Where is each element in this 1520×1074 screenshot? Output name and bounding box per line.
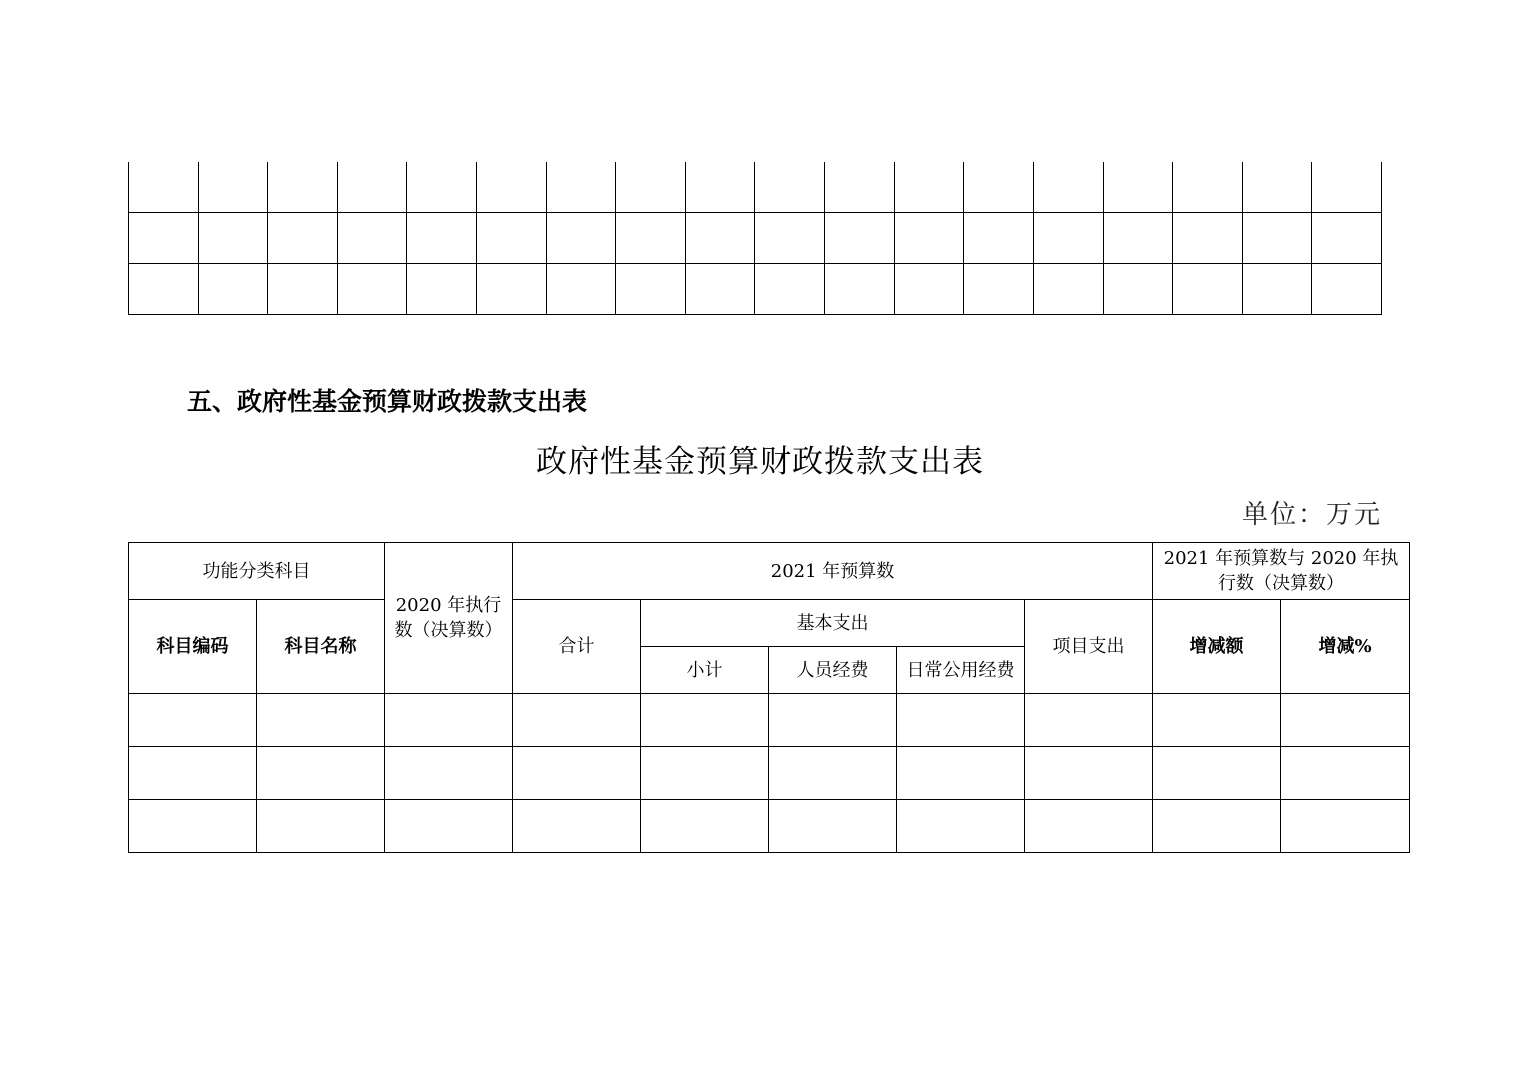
table-cell xyxy=(1025,747,1153,800)
header-execution-2020: 2020 年执行数（决算数） xyxy=(385,543,513,694)
header-basic-expenditure: 基本支出 xyxy=(641,600,1025,647)
table-cell xyxy=(546,162,616,213)
table-cell xyxy=(546,213,616,264)
table-cell xyxy=(897,747,1025,800)
section-heading: 五、政府性基金预算财政拨款支出表 xyxy=(187,387,588,416)
table-cell xyxy=(257,800,385,853)
table-cell xyxy=(1281,800,1410,853)
table-cell xyxy=(964,213,1034,264)
header-row-1 xyxy=(129,543,1410,600)
table-cell xyxy=(897,694,1025,747)
table-cell xyxy=(1242,213,1312,264)
table-cell xyxy=(407,213,477,264)
table-row xyxy=(129,694,1410,747)
table-cell xyxy=(198,264,268,315)
previous-table-continuation xyxy=(128,162,1382,315)
table-cell xyxy=(129,694,257,747)
table-cell xyxy=(1103,162,1173,213)
table-cell xyxy=(268,264,338,315)
table-cell xyxy=(1312,213,1382,264)
table-cell xyxy=(1242,264,1312,315)
table-row xyxy=(129,747,1410,800)
table-cell xyxy=(755,162,825,213)
table-cell xyxy=(1312,162,1382,213)
table-cell xyxy=(337,213,407,264)
header-functional-category: 功能分类科目 xyxy=(129,543,385,600)
table-cell xyxy=(897,800,1025,853)
header-total: 合计 xyxy=(513,600,641,694)
table-cell xyxy=(894,213,964,264)
header-increase-percent: 增减% xyxy=(1281,600,1410,694)
table-cell xyxy=(257,747,385,800)
table-cell xyxy=(268,162,338,213)
table-cell xyxy=(477,213,547,264)
header-budget-2021: 2021 年预算数 xyxy=(513,543,1153,600)
table-cell xyxy=(407,264,477,315)
header-subject-name: 科目名称 xyxy=(257,600,385,694)
table-cell xyxy=(129,747,257,800)
header-comparison: 2021 年预算数与 2020 年执行数（决算数） xyxy=(1153,543,1410,600)
table-cell xyxy=(1281,747,1410,800)
header-increase-amount: 增减额 xyxy=(1153,600,1281,694)
table-cell xyxy=(894,264,964,315)
table-cell xyxy=(407,162,477,213)
table-row xyxy=(129,800,1410,853)
table-cell xyxy=(616,264,686,315)
table-cell xyxy=(825,162,895,213)
table-cell xyxy=(1153,747,1281,800)
table-cell xyxy=(385,747,513,800)
table-cell xyxy=(755,264,825,315)
table-cell xyxy=(825,213,895,264)
table-cell xyxy=(964,264,1034,315)
table-cell xyxy=(825,264,895,315)
table-cell xyxy=(685,213,755,264)
table-cell xyxy=(385,800,513,853)
budget-expenditure-table xyxy=(128,542,1410,853)
table-row xyxy=(129,162,1382,213)
table-cell xyxy=(1025,800,1153,853)
table-cell xyxy=(1173,213,1243,264)
table-cell xyxy=(1281,694,1410,747)
table-cell xyxy=(198,213,268,264)
table-cell xyxy=(1173,264,1243,315)
table-cell xyxy=(1173,162,1243,213)
table-cell xyxy=(129,264,199,315)
table-cell xyxy=(129,213,199,264)
unit-label: 单位：万元 xyxy=(1241,500,1382,530)
table-row xyxy=(129,213,1382,264)
table-cell xyxy=(769,800,897,853)
header-subject-code: 科目编码 xyxy=(129,600,257,694)
table-cell xyxy=(616,162,686,213)
table-cell xyxy=(129,800,257,853)
header-daily-public-cost: 日常公用经费 xyxy=(897,647,1025,694)
table-cell xyxy=(513,747,641,800)
table-cell xyxy=(1153,800,1281,853)
table-cell xyxy=(1153,694,1281,747)
table-cell xyxy=(616,213,686,264)
table-cell xyxy=(1312,264,1382,315)
table-cell xyxy=(1033,162,1103,213)
table-cell xyxy=(337,264,407,315)
table-cell xyxy=(1033,213,1103,264)
table-cell xyxy=(685,162,755,213)
table-cell xyxy=(513,800,641,853)
table-cell xyxy=(894,162,964,213)
table-cell xyxy=(198,162,268,213)
table-cell xyxy=(641,800,769,853)
table-cell xyxy=(477,264,547,315)
table-cell xyxy=(1103,264,1173,315)
header-subtotal: 小计 xyxy=(641,647,769,694)
table-cell xyxy=(641,747,769,800)
table-cell xyxy=(129,162,199,213)
table-cell xyxy=(257,694,385,747)
table-row xyxy=(129,264,1382,315)
table-cell xyxy=(337,162,407,213)
table-cell xyxy=(641,694,769,747)
table-cell xyxy=(546,264,616,315)
header-row-2 xyxy=(129,600,1410,647)
table-cell xyxy=(1025,694,1153,747)
table-cell xyxy=(685,264,755,315)
table-title: 政府性基金预算财政拨款支出表 xyxy=(536,444,984,480)
table-cell xyxy=(477,162,547,213)
table-cell xyxy=(964,162,1034,213)
table-cell xyxy=(769,747,897,800)
table-cell xyxy=(1033,264,1103,315)
table-cell xyxy=(513,694,641,747)
table-cell xyxy=(1103,213,1173,264)
header-project-expenditure: 项目支出 xyxy=(1025,600,1153,694)
table-cell xyxy=(385,694,513,747)
table-cell xyxy=(268,213,338,264)
table-cell xyxy=(769,694,897,747)
table-cell xyxy=(755,213,825,264)
header-personnel-cost: 人员经费 xyxy=(769,647,897,694)
table-cell xyxy=(1242,162,1312,213)
